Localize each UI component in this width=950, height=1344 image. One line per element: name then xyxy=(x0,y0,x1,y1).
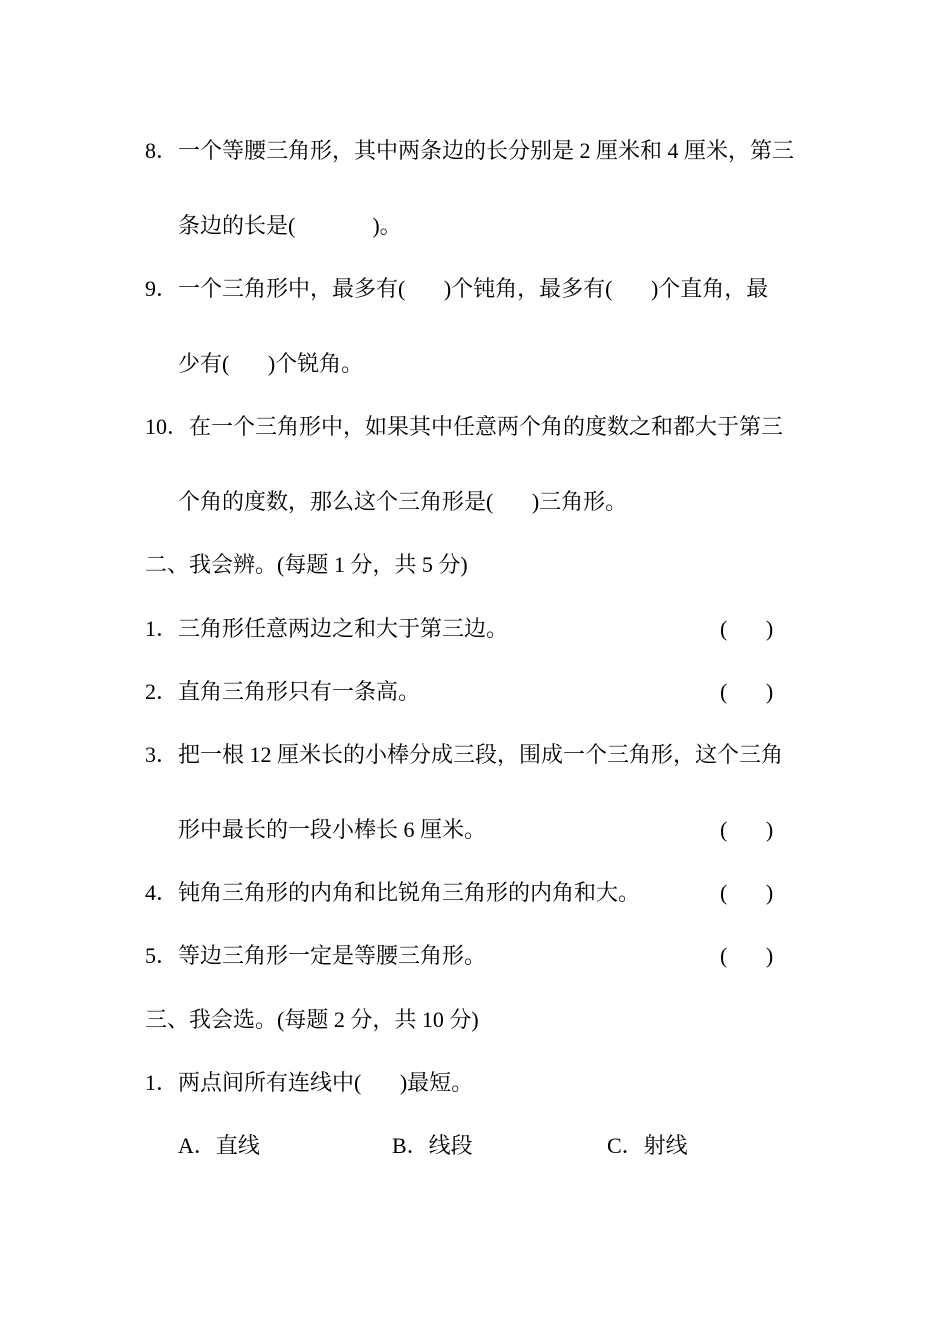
judge-answer-4: ( ) xyxy=(720,880,774,905)
option-a: A．直线 xyxy=(178,1133,260,1158)
judge-question-4: 4．钝角三角形的内角和比锐角三角形的内角和大。 xyxy=(145,880,641,905)
judge-answer-5: ( ) xyxy=(720,943,774,968)
question-8-line-1: 8．一个等腰三角形，其中两条边的长分别是 2 厘米和 4 厘米，第三 xyxy=(145,138,795,163)
judge-question-3-line-2: 形中最长的一段小棒长 6 厘米。 xyxy=(178,817,487,842)
question-9-line-1: 9．一个三角形中，最多有( )个钝角，最多有( )个直角，最 xyxy=(145,276,769,301)
judge-answer-2: ( ) xyxy=(720,679,774,704)
choice-question-1: 1．两点间所有连线中( )最短。 xyxy=(145,1070,474,1095)
question-10-line-2: 个角的度数，那么这个三角形是( )三角形。 xyxy=(178,489,628,514)
option-b: B．线段 xyxy=(392,1133,473,1158)
question-9-line-2: 少有( )个锐角。 xyxy=(178,351,364,376)
section-3-heading: 三、我会选。(每题 2 分，共 10 分) xyxy=(145,1007,479,1032)
judge-question-2: 2．直角三角形只有一条高。 xyxy=(145,679,421,704)
question-8-line-2: 条边的长是( )。 xyxy=(178,213,402,238)
question-10-line-1: 10．在一个三角形中，如果其中任意两个角的度数之和都大于第三 xyxy=(145,414,784,439)
judge-answer-1: ( ) xyxy=(720,616,774,641)
judge-question-3-line-1: 3．把一根 12 厘米长的小棒分成三段，围成一个三角形，这个三角 xyxy=(145,742,784,767)
judge-question-1: 1．三角形任意两边之和大于第三边。 xyxy=(145,616,509,641)
judge-question-5: 5．等边三角形一定是等腰三角形。 xyxy=(145,943,487,968)
section-2-heading: 二、我会辨。(每题 1 分，共 5 分) xyxy=(145,552,468,577)
judge-answer-3: ( ) xyxy=(720,817,774,842)
option-c: C．射线 xyxy=(607,1133,688,1158)
